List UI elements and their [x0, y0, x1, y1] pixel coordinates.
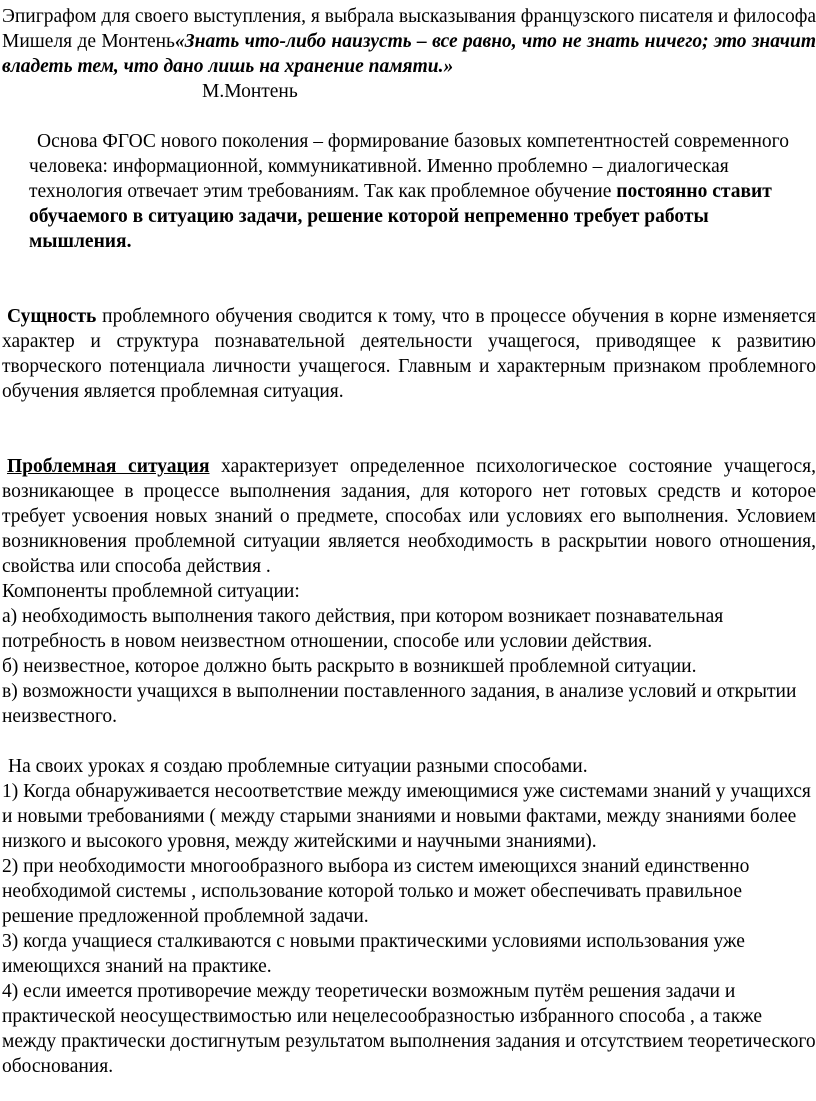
methods-intro-text: На своих уроках я создаю проблемные ситуации разными способами.: [8, 756, 588, 777]
situation-term: Проблемная ситуация: [7, 456, 210, 477]
essence-paragraph: [2, 304, 816, 404]
fgos-text: Основа ФГОС нового поколения – формирование базовых компетентностей современного человека: информационной, коммуникативной. Именно проблемно – диалогическая технология отвечает этим требованиям. Так как проблемное обучение: [29, 131, 789, 202]
component-item: б) неизвестное, которое должно быть раскрыто в возникшей проблемной ситуации.: [2, 656, 697, 677]
epigraph-quote: «Знать что-либо наизусть – все равно, что не знать ничего; это значит владеть тем, что дано лишь на хранение памяти.»: [2, 31, 816, 77]
components-title: Компоненты проблемной ситуации:: [2, 581, 300, 602]
essence-text: проблемного обучения сводится к тому, что в процессе обучения в корне изменяется характер и структура познавательной деятельности учащегося, приводящее к развитию творческого потенциала личности учащегося. Главным и характерным признаком проблемного обучения является проблемная ситуация.: [2, 306, 816, 402]
situation-text: характеризует определенное психологическое состояние учащегося, возникающее в процессе выполнения задания, для которого нет готовых средств и которое требует усвоения новых знаний о предмете, способах или условиях его выполнения. Условием возникновения проблемной ситуации является необходимость в раскрытии нового отношения, свойства или способа действия .: [2, 456, 816, 577]
method-item: 4) если имеется противоречие между теоретически возможным путём решения задачи и практической неосуществимостью или нецелесообразностью избранного способа , а также между практически достигнутым результатом выполнения задания и отсутствием теоретического обоснования.: [2, 981, 816, 1077]
method-item: 1) Когда обнаруживается несоответствие между имеющимися уже системами знаний у учащихся и новыми требованиями ( между старыми знаниями и новыми фактами, между знаниями более низкого и высокого уровня, между житейскими и научными знаниями).: [2, 781, 811, 852]
component-item: в) возможности учащихся в выполнении поставленного задания, в анализе условий и открытии неизвестного.: [2, 681, 797, 727]
method-item: 2) при необходимости многообразного выбора из систем имеющихся знаний единственно необходимой системы , использование которой только и может обеспечивать правильное решение предложенной проблемной задачи.: [2, 856, 750, 927]
methods-intro: [2, 754, 816, 779]
epigraph-paragraph: [2, 4, 816, 79]
component-item: а) необходимость выполнения такого действия, при котором возникает познавательная потребность в новом неизвестном отношении, способе или условии действия.: [2, 606, 724, 652]
fgos-paragraph: [2, 129, 789, 254]
fgos-bold-text: постоянно ставит обучаемого в ситуацию задачи, решение которой непременно требует работы мышления.: [29, 181, 772, 252]
epigraph-author: М.Монтень: [202, 81, 298, 102]
situation-paragraph: [2, 454, 816, 579]
method-item: 3) когда учащиеся сталкиваются с новыми практическими условиями использования уже имеющихся знаний на практике.: [2, 931, 745, 977]
epigraph-intro: Эпиграфом для своего выступления, я выбрала высказывания французского писателя и философа Мишеля де Монтень: [2, 6, 816, 52]
essence-term: Сущность: [7, 306, 97, 327]
